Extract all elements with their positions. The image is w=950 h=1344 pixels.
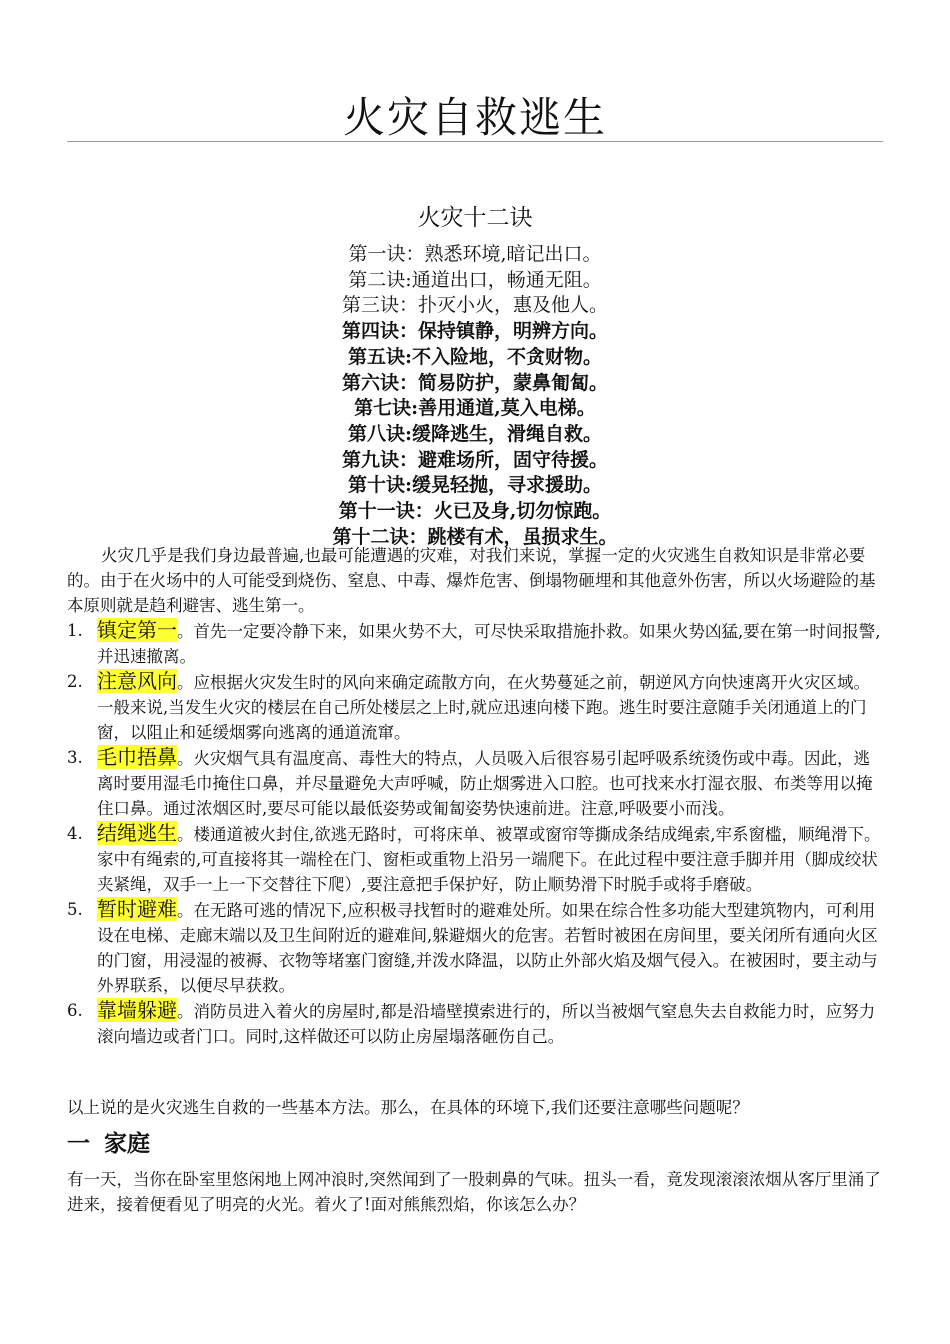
tip-item: [67, 745, 883, 821]
tip-text: 。在无路可逃的情况下,应积极寻找暂时的避难处所。如果在综合性多功能大型建筑物内，可利用设在电梯、走廊末端以及卫生间附近的避难间,躲避烟火的危害。若暂时被困在房间里，要关闭所有通向火区的门窗，用浸湿的被褥、衣物等堵塞门窗缝,并泼水降温，以防止外部火焰及烟气侵入。在被困时，要主动与外界联系，以便尽早获救。: [97, 901, 878, 995]
rule-line: 第五诀:不入险地，不贪财物。: [347, 345, 602, 368]
tip-keyword-highlight: 暂时避难: [97, 897, 177, 921]
rule-line: 第十诀:缓晃轻抛，寻求援助。: [347, 474, 602, 497]
tip-number: 5.: [67, 900, 83, 919]
rule-line: 第七诀:善用通道,莫入电梯。: [354, 397, 596, 420]
tip-text: 。楼通道被火封住,欲逃无路时，可将床单、被罩或窗帘等撕成条结成绳索,牢系窗槛，顺绳滑下。家中有绳索的,可直接将其一端栓在门、窗柜或重物上沿另一端爬下。在此过程中要注意手脚并用（脚成绞状夹紧绳，双手一上一下交替往下爬）,要注意把手保护好，防止顺势滑下时脱手或将手磨破。: [97, 825, 881, 894]
home-scenario-paragraph: 有一天，当你在卧室里悠闲地上网冲浪时,突然闻到了一股刺鼻的气味。扭头一看，竟发现滚滚浓烟从客厅里涌了进来，接着便看见了明亮的火光。着火了!面对熊熊烈焰，你该怎么办？: [67, 1170, 881, 1214]
tip-number: 6.: [67, 1001, 83, 1020]
tip-item: [67, 821, 883, 897]
section-number: 一: [67, 1131, 90, 1157]
escape-tips-list: [67, 618, 883, 1049]
section-title: 家庭: [104, 1131, 150, 1157]
tip-number: 1.: [67, 621, 83, 640]
tip-keyword-highlight: 镇定第一: [97, 618, 177, 642]
rule-line: 第二诀:通道出口，畅通无阻。: [348, 268, 602, 291]
tip-text: 。火灾烟气具有温度高、毒性大的特点，人员吸入后很容易引起呼吸系统烫伤或中毒。因此，逃离时要用湿毛巾掩住口鼻，并尽量避免大声呼喊，防止烟雾进入口腔。也可找来水打湿衣服、布类等用以掩住口鼻。通过浓烟区时,要尽可能以最低姿势或匍匐姿势快速前进。注意,呼吸要小而浅。: [97, 749, 873, 818]
rule-line: 第九诀：避难场所，固守待援。: [341, 448, 608, 471]
tip-text: 。消防员进入着火的房屋时,都是沿墙壁摸索进行的，所以当被烟气窒息失去自救能力时，应努力滚向墙边或者门口。同时,这样做还可以防止房屋塌落砸伤自己。: [97, 1002, 876, 1046]
tip-text: 。应根据火灾发生时的风向来确定疏散方向，在火势蔓延之前，朝逆风方向快速离开火灾区域。一般来说,当发生火灾的楼层在自己所处楼层之上时,就应迅速向楼下跑。逃生时要注意随手关闭通道上的门窗，以阻止和延缓烟雾向逃离的通道流窜。: [97, 673, 870, 742]
tip-item: [67, 618, 883, 669]
tip-text: 。首先一定要冷静下来，如果火势不大，可尽快采取措施扑救。如果火势凶猛,要在第一时间报警,并迅速撤离。: [97, 622, 881, 666]
tip-keyword-highlight: 靠墙躲避: [97, 998, 177, 1022]
twelve-rules-heading: 火灾十二诀: [417, 205, 533, 231]
twelve-rules-list: [0, 242, 950, 550]
rule-line: 第一诀：熟悉环境,暗记出口。: [348, 243, 602, 265]
tip-number: 4.: [67, 824, 83, 843]
title-divider: [67, 141, 883, 142]
rule-line: 第三诀：扑灭小火，惠及他人。: [341, 294, 608, 317]
tip-item: [67, 669, 883, 745]
tip-item: [67, 998, 883, 1049]
rule-line: 第四诀：保持镇静，明辨方向。: [341, 320, 608, 343]
rule-line: 第十二诀：跳楼有术，虽损求生。: [332, 525, 618, 548]
rule-line: 第六诀：简易防护，蒙鼻匍匐。: [341, 371, 608, 394]
section-heading-family: [67, 1128, 150, 1160]
document-title: 火灾自救逃生: [342, 93, 607, 142]
tip-number: 3.: [67, 748, 83, 767]
tip-keyword-highlight: 注意风向: [97, 669, 177, 693]
rule-line: 第十一诀：火已及身,切勿惊跑。: [338, 500, 612, 523]
rule-line: 第八诀:缓降逃生，滑绳自救。: [347, 422, 602, 445]
intro-paragraph: 火灾几乎是我们身边最普遍,也最可能遭遇的灾难，对我们来说，掌握一定的火灾逃生自救知识是非常必要的。由于在火场中的人可能受到烧伤、窒息、中毒、爆炸危害、倒塌物砸埋和其他意外伤害，所以火场避险的基本原则就是趋利避害、逃生第一。: [67, 546, 876, 615]
tip-keyword-highlight: 毛巾捂鼻: [97, 745, 177, 769]
tip-keyword-highlight: 结绳逃生: [97, 821, 177, 845]
tip-item: [67, 897, 883, 998]
tip-number: 2.: [67, 672, 83, 691]
summary-paragraph: 以上说的是火灾逃生自救的一些基本方法。那么，在具体的环境下,我们还要注意哪些问题呢？: [67, 1098, 749, 1117]
